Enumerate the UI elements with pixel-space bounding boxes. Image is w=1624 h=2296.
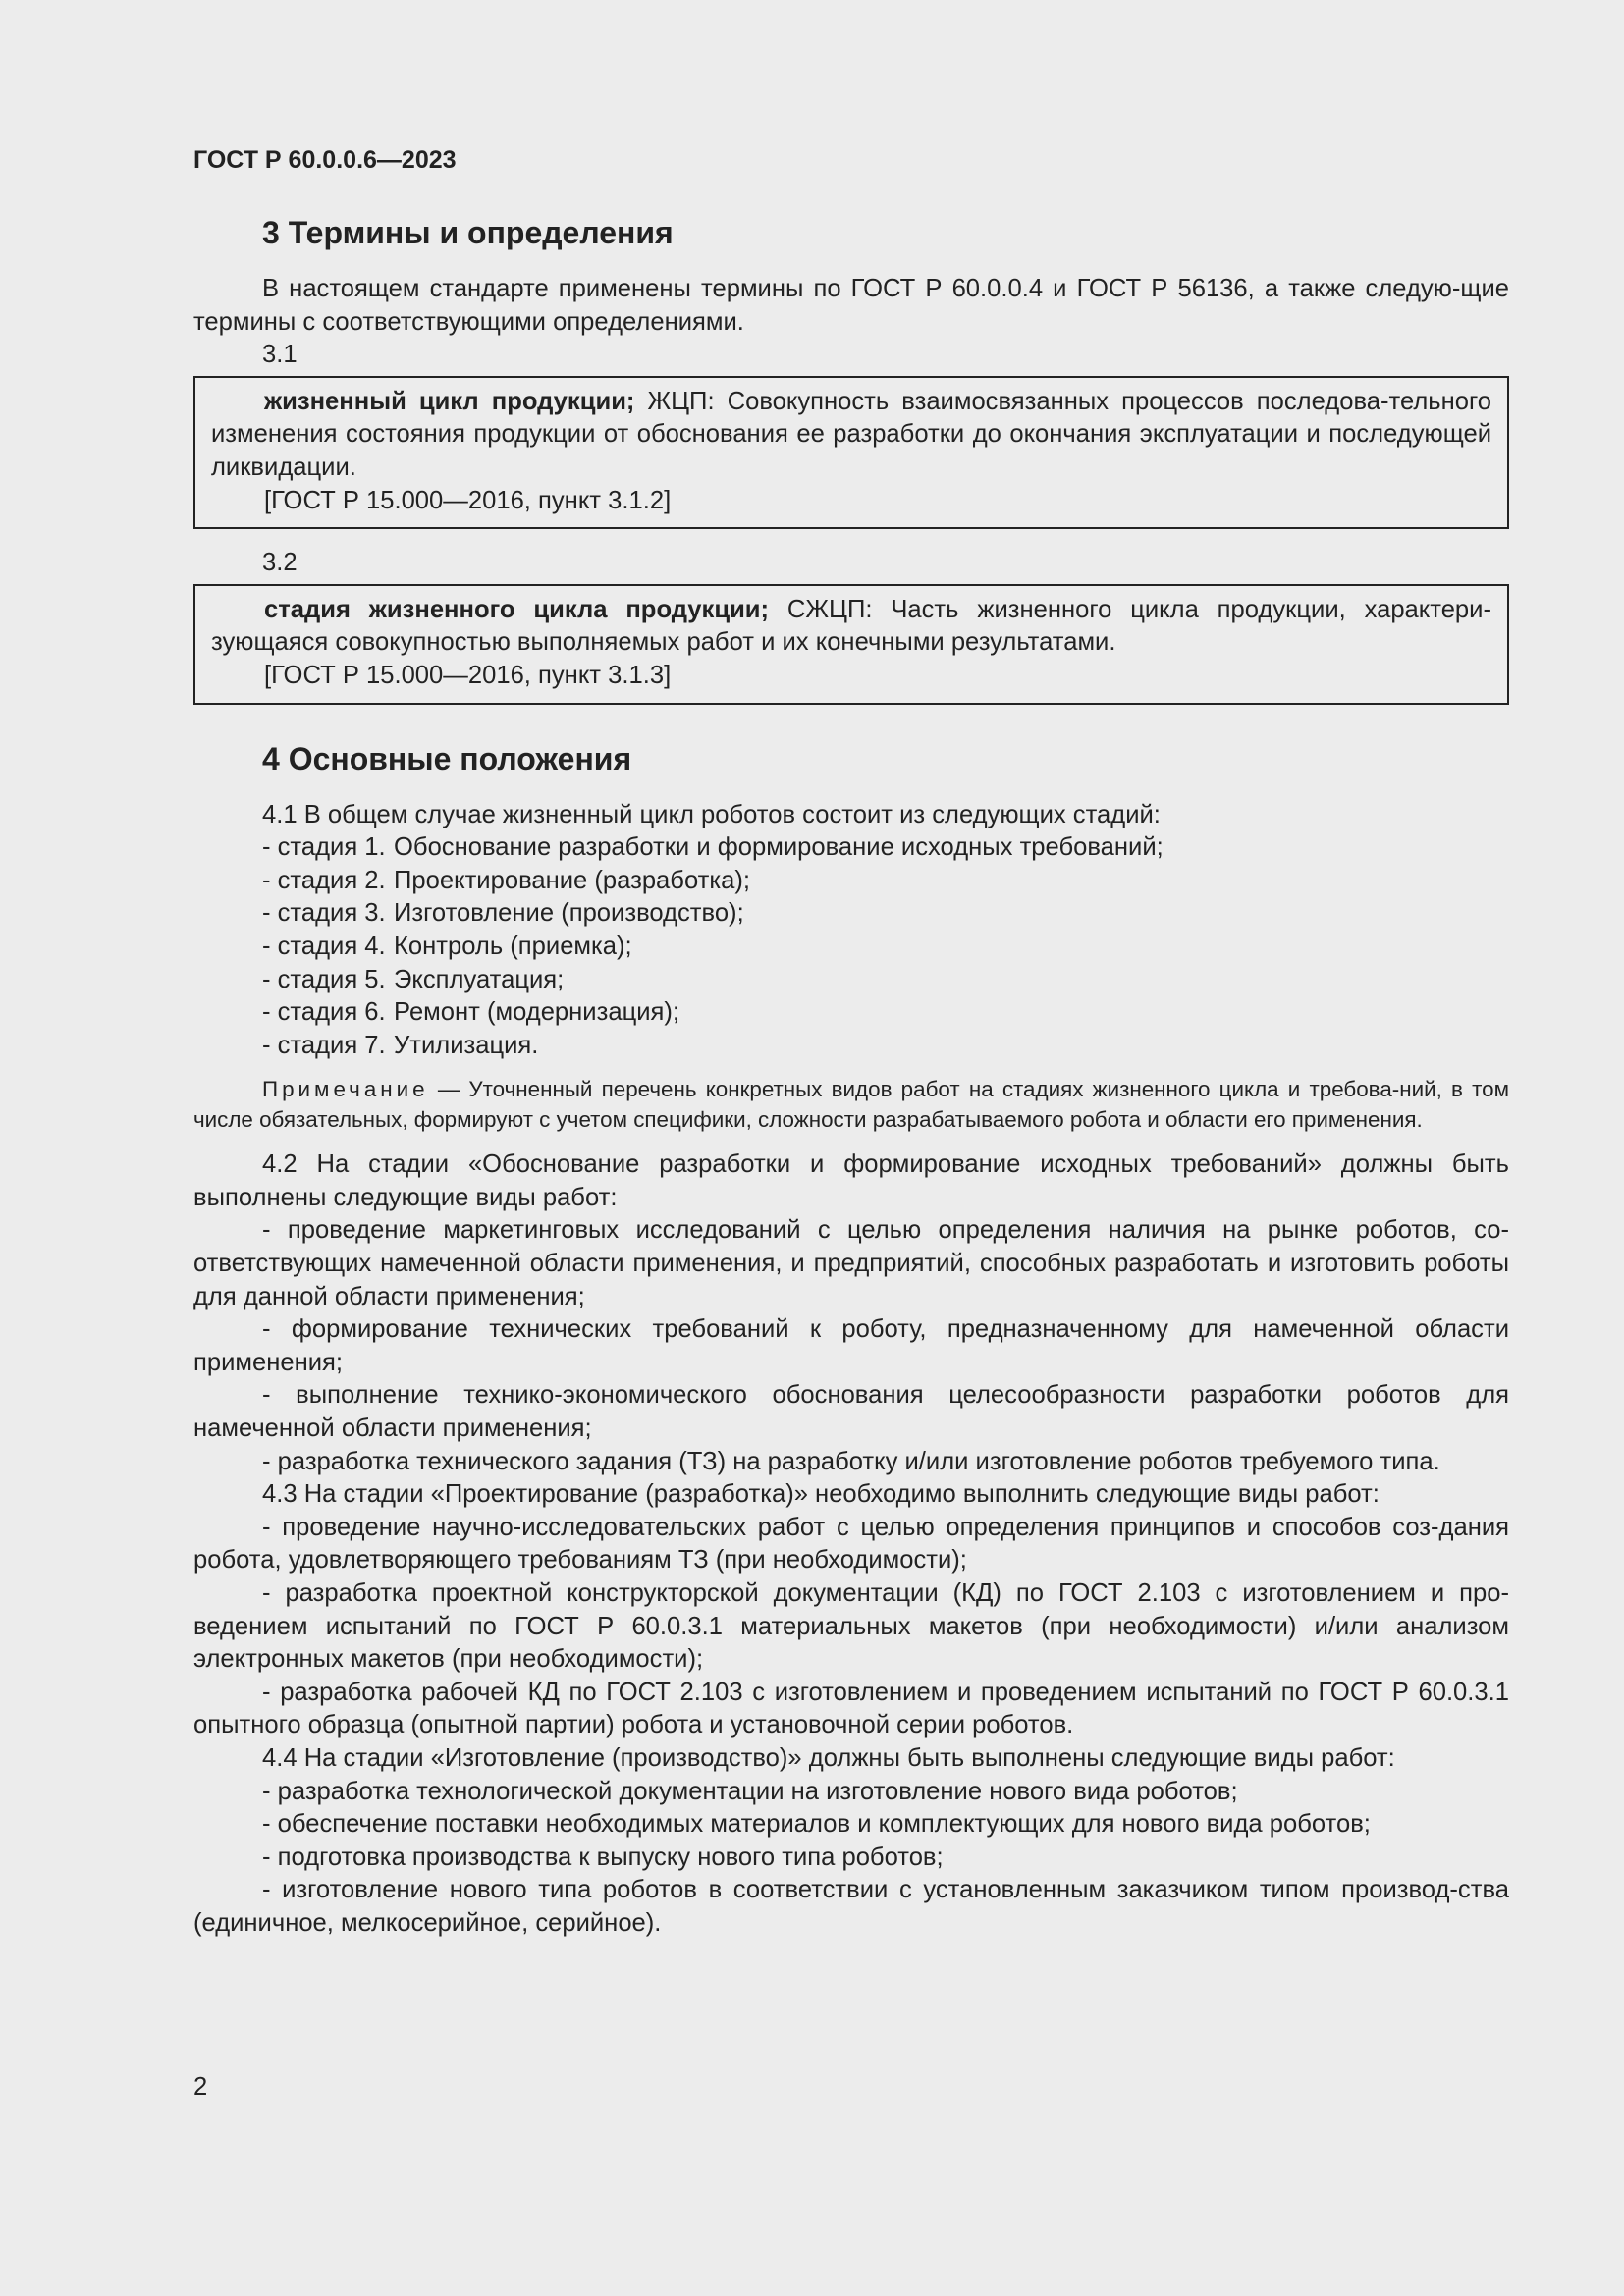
paragraph-4-4: 4.4 На стадии «Изготовление (производство)» должны быть выполнены следующие виды работ: [262,1743,1395,1772]
list-item: - стадия 2. Проектирование (разработка); [262,866,750,894]
list-item: - изготовление нового типа роботов в соответствии с установленным заказчиком типом производ-ства (единичное, мелкосерийное, серийное). [193,1876,1509,1937]
term-number-3-1: 3.1 [262,341,298,369]
list-item: - выполнение технико-экономического обоснования целесообразности разработки роботов для намеченной области применения; [193,1381,1509,1443]
list-item: - разработка технического задания (ТЗ) на разработку и/или изготовление роботов требуемого типа. [262,1447,1440,1475]
list-item: - стадия 7. Утилизация. [262,1031,539,1059]
list-item: - проведение маркетинговых исследований с целью определения наличия на рынке роботов, со-ответствующих намеченной области применения, и предприятий, способных разработать и изготовить роботы для данной области применения; [193,1216,1509,1310]
list-item: - обеспечение поставки необходимых материалов и комплектующих для нового вида роботов; [262,1810,1371,1839]
list-item: - стадия 6. Ремонт (модернизация); [262,998,680,1027]
stages-list [262,831,1509,1062]
list-item: - стадия 1. Обоснование разработки и формирование исходных требований; [262,833,1164,862]
definition-box-3-1 [193,376,1509,529]
section-3-title: 3 Термины и определения [262,215,674,250]
term-number-3-2: 3.2 [262,549,298,577]
list-item: - стадия 3. Изготовление (производство); [262,899,744,928]
note-text: — Уточненный перечень конкретных видов работ на стадиях жизненного цикла и требова-ний, в том числе обязательных, формируют с учетом специфики, сложности разрабатываемого робота и области его применения. [193,1077,1509,1133]
section-3-intro: В настоящем стандарте применены термины по ГОСТ Р 60.0.0.4 и ГОСТ Р 56136, а также следую-щие термины с соответствующими определениями. [193,275,1509,336]
list-item: - стадия 5. Эксплуатация; [262,965,565,993]
term-3-2: стадия жизненного цикла продукции; [264,595,770,623]
page-content [193,145,1509,1941]
definition-source-3-1: [ГОСТ Р 15.000—2016, пункт 3.1.2] [264,486,672,514]
page-number: 2 [193,2073,208,2101]
definition-box-3-2 [193,584,1509,705]
definition-3-1 [211,386,1491,485]
definition-source-3-2: [ГОСТ Р 15.000—2016, пункт 3.1.3] [264,661,672,689]
paragraph-4-1: 4.1 В общем случае жизненный цикл роботов состоит из следующих стадий: [262,800,1161,828]
paragraph-4-3: 4.3 На стадии «Проектирование (разработка)» необходимо выполнить следующие виды работ: [262,1480,1380,1509]
section-4-title: 4 Основные положения [262,740,632,776]
document-header: ГОСТ Р 60.0.0.6—2023 [193,146,457,174]
list-item: - разработка технологической документации на изготовление нового вида роботов; [262,1777,1238,1805]
list-item: - формирование технических требований к роботу, предназначенному для намеченной области применения; [193,1315,1509,1376]
definition-3-2 [211,594,1491,660]
list-item: - стадия 4. Контроль (приемка); [262,932,632,960]
list-item: - разработка проектной конструкторской документации (КД) по ГОСТ 2.103 с изготовлением и про-ведением испытаний по ГОСТ Р 60.0.3.1 материальных макетов (при необходимости) и/или анализом электронных макетов (при необходимости); [193,1579,1509,1674]
note-label: Примечание [262,1077,429,1102]
note [193,1074,1509,1135]
list-item: - подготовка производства к выпуску нового типа роботов; [262,1842,944,1871]
definition-text-3-2: СЖЦП: Часть жизненного цикла продукции, характери-зующаяся совокупностью выполняемых работ и их конечными результатами. [211,595,1491,657]
paragraph-4-2: 4.2 На стадии «Обоснование разработки и формирование исходных требований» должны быть выполнены следующие виды работ: [193,1150,1509,1211]
term-3-1: жизненный цикл продукции; [264,387,635,415]
list-item: - проведение научно-исследовательских работ с целью определения принципов и способов соз-дания робота, удовлетворяющего требованиям ТЗ (при необходимости); [193,1513,1509,1575]
definition-text-3-1: ЖЦП: Совокупность взаимосвязанных процессов последова-тельного изменения состояния продукции от обоснования ее разработки до окончания эксплуатации и последующей ликвидации. [211,387,1491,481]
list-item: - разработка рабочей КД по ГОСТ 2.103 с изготовлением и проведением испытаний по ГОСТ Р 60.0.3.1 опытного образца (опытной партии) робота и установочной серии роботов. [193,1678,1509,1739]
